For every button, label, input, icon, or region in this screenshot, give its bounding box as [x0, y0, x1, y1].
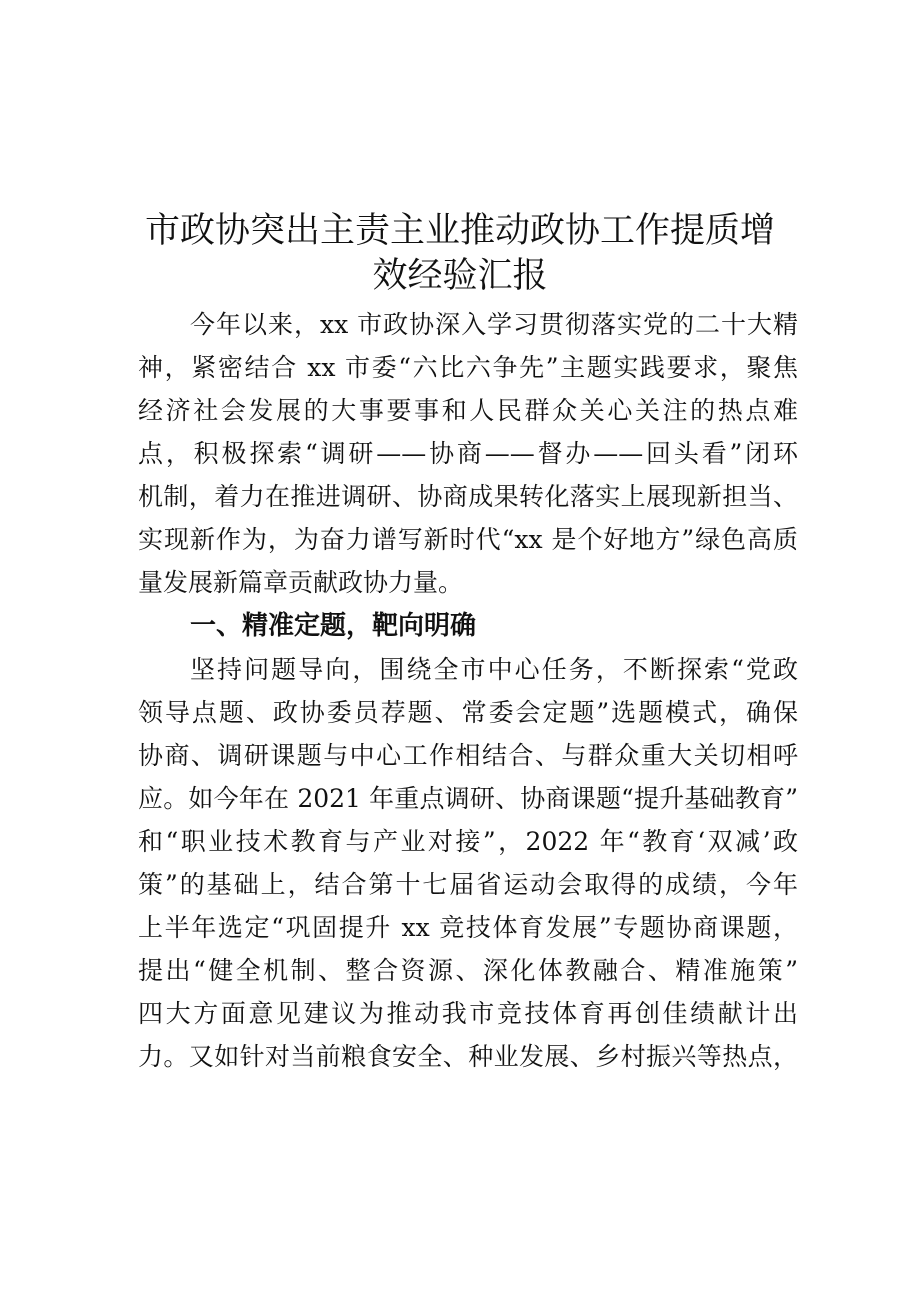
paragraph1-line: 量发展新篇章贡献政协力量。: [138, 568, 464, 597]
paragraph1-line: 点，积极探索“调研——协商——督办——回头看”闭环: [138, 439, 798, 468]
paragraph2-line: 协商、调研课题与中心工作相结合、与群众重大关切相呼: [138, 741, 798, 770]
paragraph2-line: 领导点题、政协委员荐题、常委会定题”选题模式，确保: [138, 698, 798, 727]
paragraph1-line: 经济社会发展的大事要事和人民群众关心关注的热点难: [138, 396, 798, 425]
paragraph1-line: 今年以来，xx 市政协深入学习贯彻落实党的二十大精: [190, 310, 798, 339]
paragraph2-line: 上半年选定“巩固提升 xx 竞技体育发展”专题协商课题，: [138, 913, 798, 942]
document-title-line1: 市政协突出主责主业推动政协工作提质增: [144, 211, 775, 251]
paragraph2-line: 应。如今年在 2021 年重点调研、协商课题“提升基础教育”: [138, 784, 798, 813]
paragraph1-line: 机制，着力在推进调研、协商成果转化落实上展现新担当、: [138, 482, 798, 511]
paragraph1-line: 神，紧密结合 xx 市委“六比六争先”主题实践要求，聚焦: [138, 353, 798, 382]
paragraph2-line: 力。又如针对当前粮食安全、种业发展、乡村振兴等热点，: [138, 1042, 798, 1071]
paragraph2-line: 策”的基础上，结合第十七届省运动会取得的成绩，今年: [138, 870, 798, 899]
paragraph2-line: 和“职业技术教育与产业对接”，2022 年“教育‘双减’政: [138, 827, 798, 856]
document-title-line2: 效经验汇报: [372, 256, 548, 296]
paragraph2-line: 四大方面意见建议为推动我市竞技体育再创佳绩献计出: [138, 999, 798, 1028]
paragraph2-line: 坚持问题导向，围绕全市中心任务，不断探索“党政: [190, 655, 798, 684]
paragraph1-line: 实现新作为，为奋力谱写新时代“xx 是个好地方”绿色高质: [138, 525, 798, 554]
section1-heading: 一、精准定题，靶向明确: [190, 611, 477, 641]
paragraph2-line: 提出“健全机制、整合资源、深化体教融合、精准施策”: [138, 956, 798, 985]
